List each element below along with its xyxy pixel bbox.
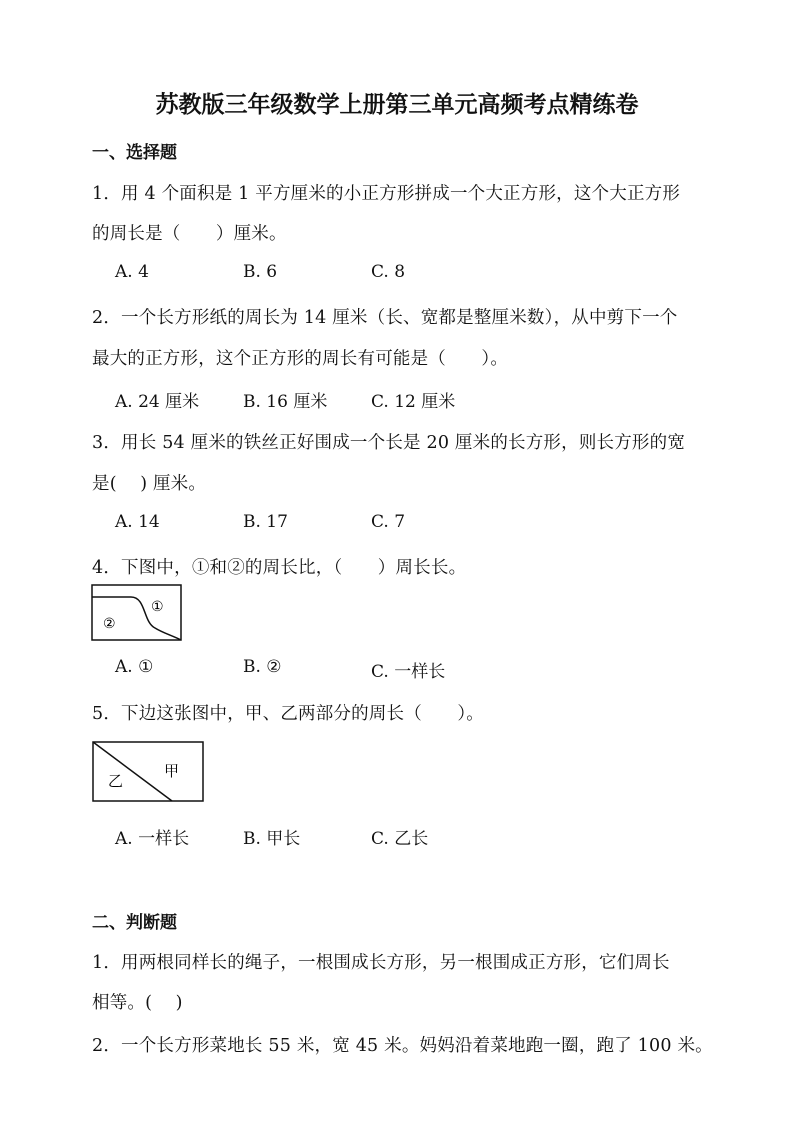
judgment-1-line-1: 1．用两根同样长的绳子，一根围成长方形，另一根围成正方形，它们周长 <box>92 953 670 973</box>
question-4-option-c: C. 一样长 <box>371 662 446 682</box>
question-5-option-c: C. 乙长 <box>371 829 429 849</box>
question-2-option-c: C. 12 厘米 <box>371 392 456 412</box>
question-2-line-2: 最大的正方形，这个正方形的周长有可能是（ ）。 <box>92 349 509 369</box>
figure-5-label-jia: 甲 <box>164 762 180 780</box>
figure-4-label-1: ① <box>151 599 164 615</box>
judgment-2-line-1: 2．一个长方形菜地长 55 米，宽 45 米。妈妈沿着菜地跑一圈，跑了 100 米。 <box>92 1036 713 1056</box>
question-1-line-1: 1．用 4 个面积是 1 平方厘米的小正方形拼成一个大正方形，这个大正方形 <box>92 184 681 204</box>
question-2-option-a: A. 24 厘米 <box>115 392 200 412</box>
question-3-option-a: A. 14 <box>115 512 160 532</box>
figure-4-label-2: ② <box>103 616 116 632</box>
question-1-option-b: B. 6 <box>243 262 278 282</box>
question-2-line-1: 2．一个长方形纸的周长为 14 厘米（长、宽都是整厘米数），从中剪下一个 <box>92 308 678 328</box>
question-5-line-1: 5．下边这张图中，甲、乙两部分的周长（ ）。 <box>92 704 484 724</box>
question-3-option-b: B. 17 <box>243 512 288 532</box>
question-4-option-b: B. ② <box>243 657 282 677</box>
question-3-line-1: 3．用长 54 厘米的铁丝正好围成一个长是 20 厘米的长方形，则长方形的宽 <box>92 433 686 453</box>
question-5-option-a: A. 一样长 <box>115 829 190 849</box>
question-4-line-1: 4．下图中，①和②的周长比，（ ）周长长。 <box>92 558 467 578</box>
question-1-option-a: A. 4 <box>115 262 149 282</box>
question-2-option-b: B. 16 厘米 <box>243 392 328 412</box>
question-1-line-2: 的周长是（ ）厘米。 <box>92 224 287 244</box>
question-4-figure <box>91 584 183 642</box>
question-1-option-c: C. 8 <box>371 262 406 282</box>
judgment-1-line-2: 相等。( ) <box>92 993 183 1013</box>
question-5-option-b: B. 甲长 <box>243 829 301 849</box>
question-3-option-c: C. 7 <box>371 512 406 532</box>
question-5-figure <box>92 741 205 803</box>
section-heading-judgment: 二、判断题 <box>92 913 177 933</box>
figure-5-label-yi: 乙 <box>108 772 124 790</box>
figure-5-diagonal <box>93 742 172 801</box>
question-4-option-a: A. ① <box>115 657 154 677</box>
section-heading-choice: 一、选择题 <box>92 143 177 163</box>
question-3-line-2: 是( ) 厘米。 <box>92 474 207 494</box>
page-title: 苏教版三年级数学上册第三单元高频考点精练卷 <box>155 91 639 118</box>
